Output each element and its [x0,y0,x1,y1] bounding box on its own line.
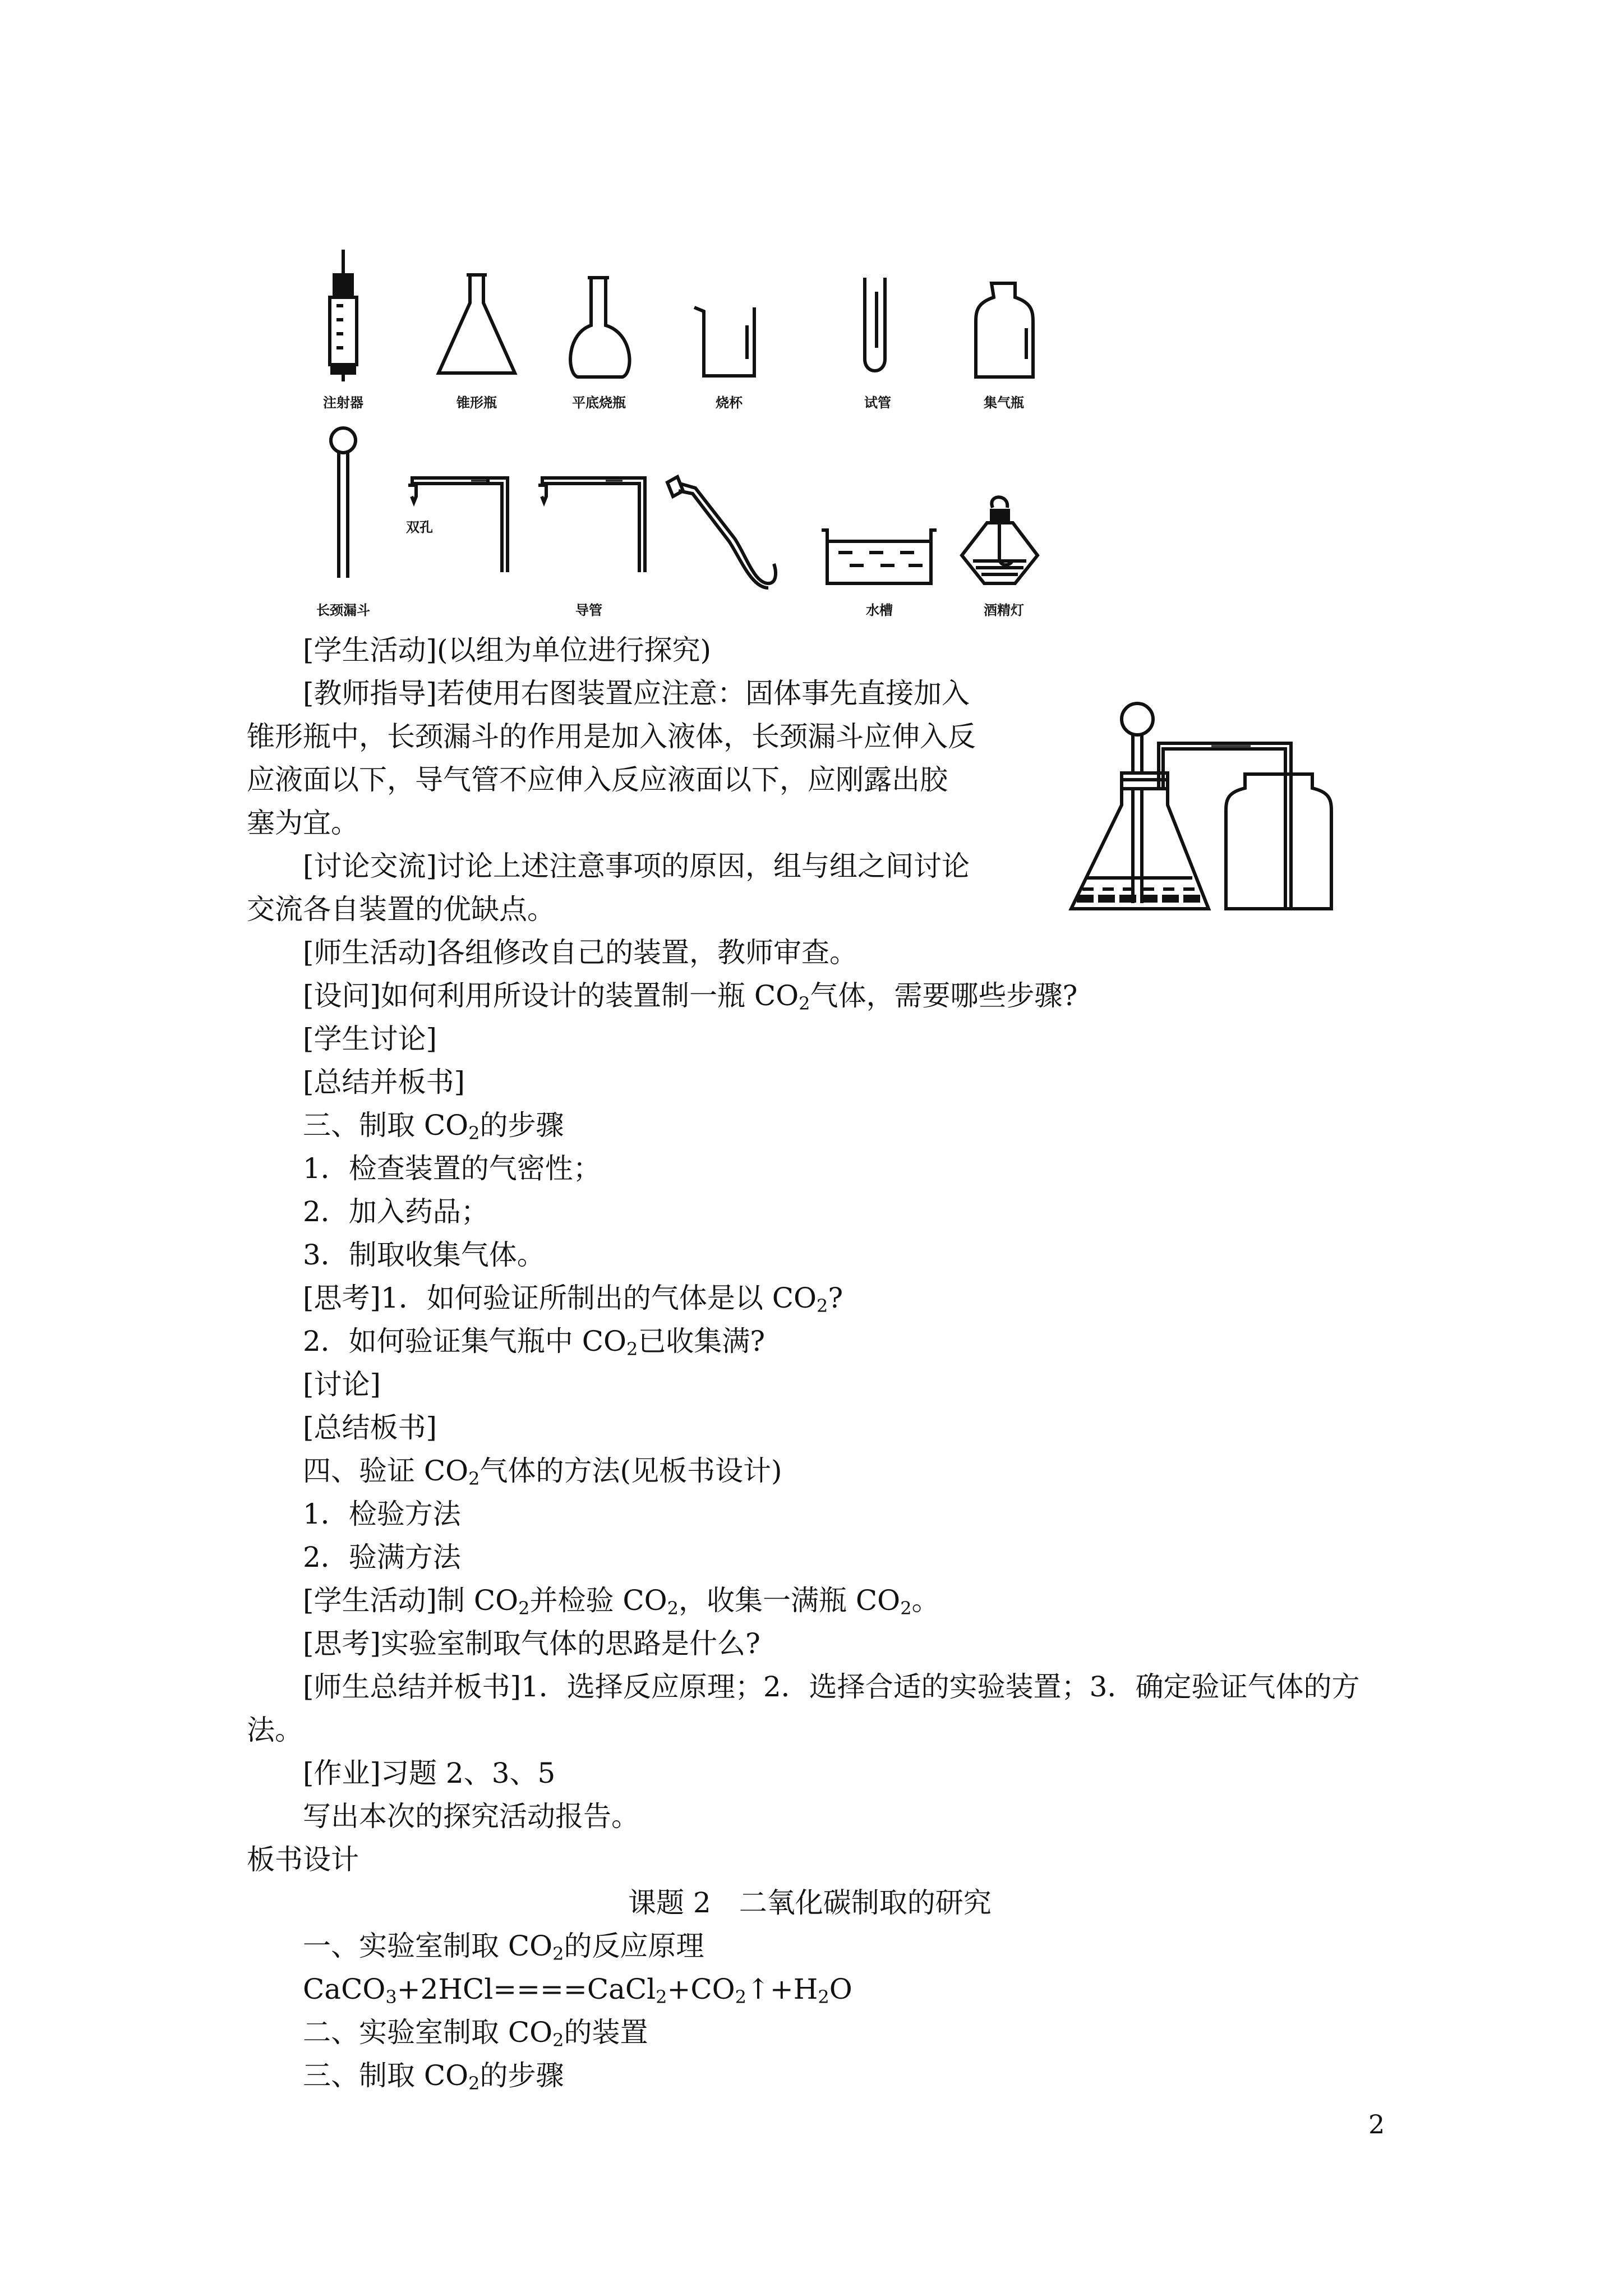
bent-tube-icon [667,477,776,588]
text-line: [总结板书] [303,1411,437,1444]
alcohol-lamp-icon [962,497,1038,583]
text-line: [思考]实验室制取气体的思路是什么? [303,1627,760,1660]
text-line: [讨论交流]讨论上述注意事项的原因，组与组之间讨论 [303,850,970,882]
text-line: [思考]1．如何验证所制出的气体是以 $CO_2$? [303,1282,843,1317]
text-line: 1．检验方法 [303,1498,461,1530]
text-line: [总结并板书] [303,1066,465,1098]
beaker-icon [694,307,754,376]
caption-lamp: 酒精灯 [984,602,1024,618]
page-number: 2 [1368,2109,1385,2139]
caption-gas-bottle: 集气瓶 [984,395,1024,411]
collection-bottle-icon [1226,774,1331,909]
text-line: [作业]习题 2、3、5 [303,1757,556,1789]
text-line: 法。 [247,1714,303,1746]
text-line: [学生活动]制 $CO_2$并检验 $CO_2$，收集一满瓶 $CO_2$。 [303,1584,940,1619]
equipment-figure [0,0,1623,617]
apparatus-figure [1060,696,1352,931]
text-line: [学生讨论] [303,1023,437,1055]
text-line: 塞为宜。 [247,807,359,839]
text-line: [讨论] [303,1368,381,1401]
text-line: 写出本次的探究活动报告。 [303,1800,639,1833]
caption-funnel: 长颈漏斗 [316,602,370,618]
caption-trough: 水槽 [866,602,893,618]
tube2-icon [538,478,645,572]
text-line: 交流各自装置的优缺点。 [247,893,555,926]
funnel-bulb-icon [1122,703,1153,735]
text-line: 四、验证 $CO_2$气体的方法(见板书设计) [303,1455,782,1489]
text-line: 三、制取 $CO_2$的步骤 [303,1109,564,1144]
text-line: 应液面以下，导气管不应伸入反应液面以下，应刚露出胶 [247,763,948,796]
caption-beaker: 烧杯 [716,395,743,411]
text-line: 一、实验室制取 $CO_2$的反应原理 [303,1930,704,1964]
section-heading: 板书设计 [247,1843,359,1876]
text-line: 2．加入药品； [303,1195,489,1228]
caption-syringe: 注射器 [323,395,363,411]
text-line: 锥形瓶中，长颈漏斗的作用是加入液体，长颈漏斗应伸入反 [247,720,976,753]
text-line: 三、制取 $CO_2$的步骤 [303,2059,564,2094]
funnel-icon [331,428,356,578]
test-tube-icon [865,278,885,371]
caption-conical-flask: 锥形瓶 [457,395,497,411]
text-line: 1．检查装置的气密性； [303,1152,601,1185]
conical-flask-icon [439,275,515,373]
text-line: 3．制取收集气体。 [303,1239,545,1271]
syringe-icon [330,250,357,381]
text-line: 2．验满方法 [303,1541,461,1573]
text-line: 2．如何验证集气瓶中 $CO_2$已收集满? [303,1325,766,1360]
board-title: 课题 2 二氧化碳制取的研究 [628,1887,992,1919]
text-line: [师生活动]各组修改自己的装置，教师审查。 [303,936,858,969]
caption-tube: 导管 [575,602,602,618]
caption-flat-flask: 平底烧瓶 [572,395,626,411]
water-trough-icon [822,530,937,583]
text-line: [学生活动](以组为单位进行探究) [303,634,712,666]
text-line: [设问]如何利用所设计的装置制一瓶 $CO_2$气体，需要哪些步骤? [303,979,1078,1014]
text-line: [师生总结并板书]1．选择反应原理；2．选择合适的实验装置；3．确定验证气体的方 [303,1671,1360,1703]
flat-flask-icon [570,278,629,377]
gas-bottle-icon [976,283,1033,377]
equation-line: $CaCO_3+2HCl====CaCl_2+CO_2↑+H_2O$ [303,1973,852,2008]
text-line: 二、实验室制取 $CO_2$的装置 [303,2016,648,2051]
text-line: [教师指导]若使用右图装置应注意：固体事先直接加入 [303,677,970,710]
caption-double-hole: 双孔 [406,519,433,535]
caption-test-tube: 试管 [864,395,891,411]
